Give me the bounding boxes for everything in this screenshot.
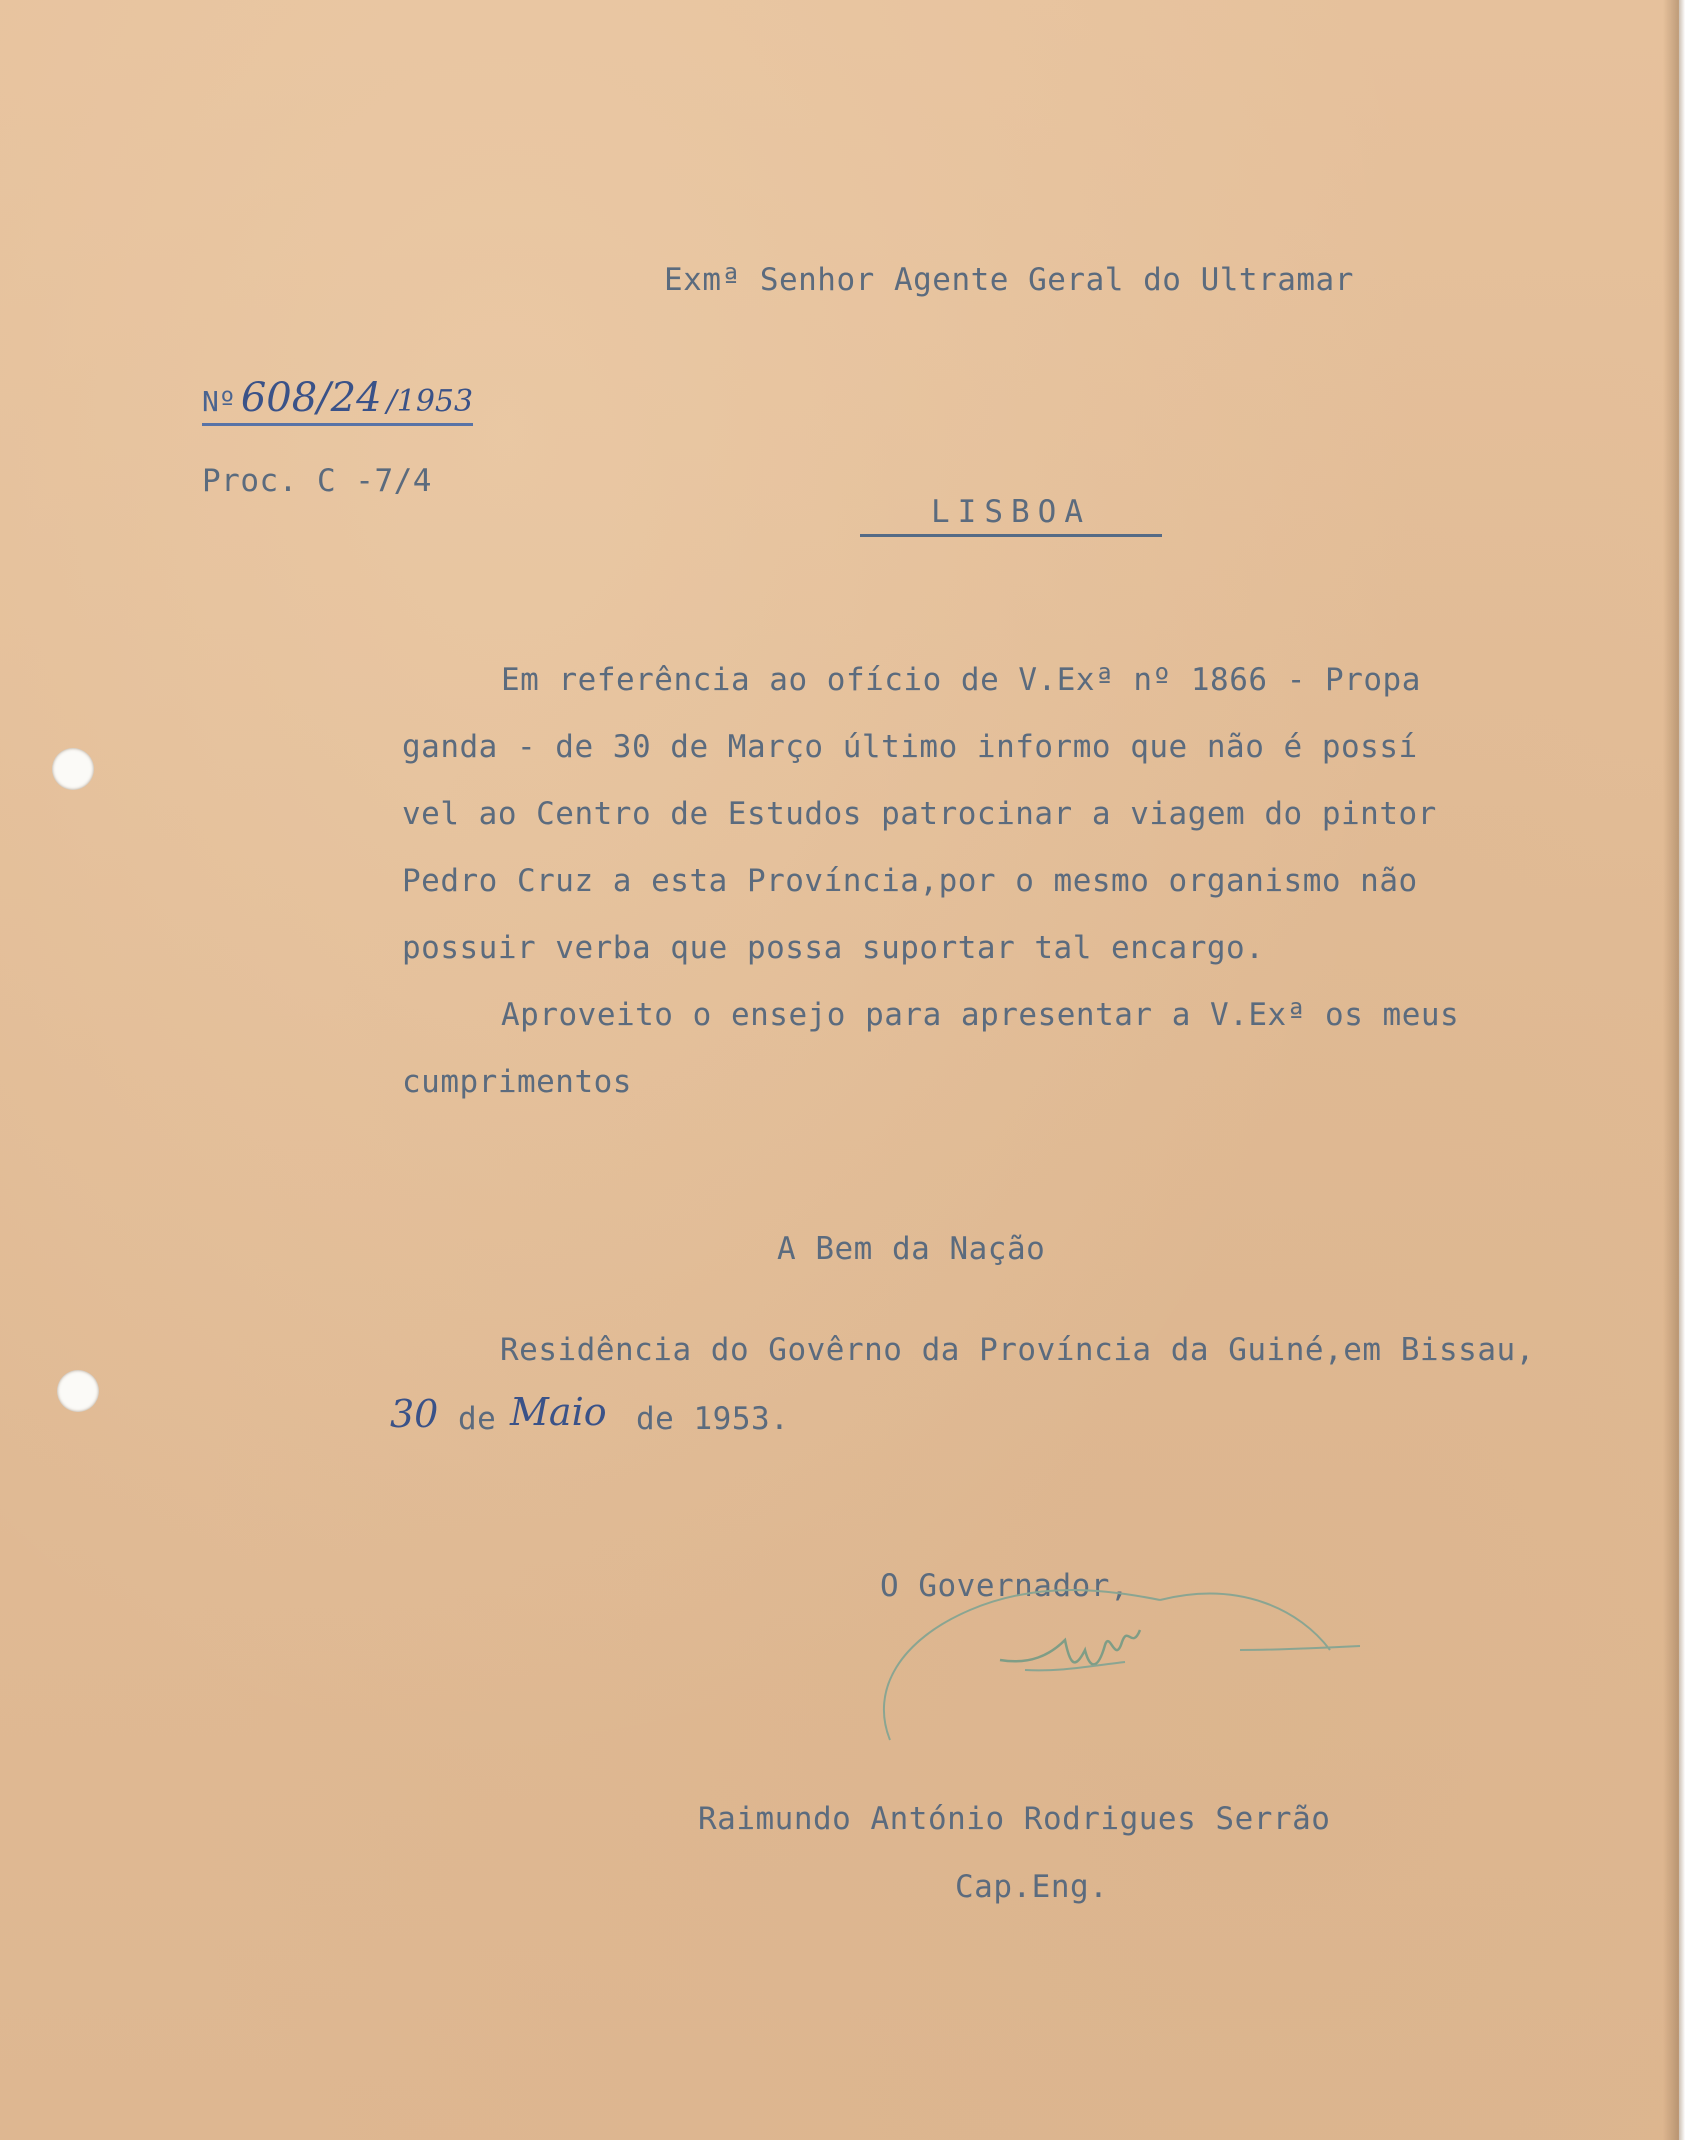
signatory-title: O Governador,: [880, 1568, 1130, 1604]
body-line: possuir verba que possa suportar tal encargo.: [402, 930, 1265, 966]
closing-formula: A Bem da Nação: [777, 1231, 1046, 1267]
signatory-name: Raimundo António Rodrigues Serrão: [698, 1801, 1331, 1837]
process-number: Proc. C -7/4: [202, 463, 432, 499]
date-connector: de: [458, 1401, 497, 1437]
date-day-handwritten: 30: [390, 1392, 439, 1436]
date-month-handwritten: Maio: [510, 1390, 607, 1434]
page-edge-shadow: [1663, 0, 1685, 2140]
reference-year: /1953: [386, 384, 474, 419]
signatory-rank: Cap.Eng.: [955, 1869, 1109, 1905]
handwritten-signature: [860, 1570, 1380, 1750]
reference-handwritten-number: 608/24: [240, 375, 382, 421]
body-line: vel ao Centro de Estudos patrocinar a viagem do pintor: [402, 796, 1437, 832]
body-line: cumprimentos: [402, 1064, 632, 1100]
body-line: Pedro Cruz a esta Província,por o mesmo organismo não: [402, 863, 1418, 899]
body-line: Em referência ao ofício de V.Exª nº 1866 - Propa: [501, 662, 1421, 698]
punch-hole: [57, 1370, 99, 1412]
punch-hole: [52, 748, 94, 790]
date-year: de 1953.: [636, 1401, 790, 1437]
place-line: Residência do Govêrno da Província da Guiné,em Bissau,: [500, 1332, 1535, 1368]
reference-number: [202, 375, 473, 426]
body-line: Aproveito o ensejo para apresentar a V.Exª os meus: [501, 997, 1460, 1033]
reference-prefix: Nº: [202, 385, 236, 418]
destination-city: LISBOA: [860, 494, 1162, 537]
addressee-line: Exmª Senhor Agente Geral do Ultramar: [664, 262, 1354, 298]
body-line: ganda - de 30 de Março último informo que não é possí: [402, 729, 1418, 765]
